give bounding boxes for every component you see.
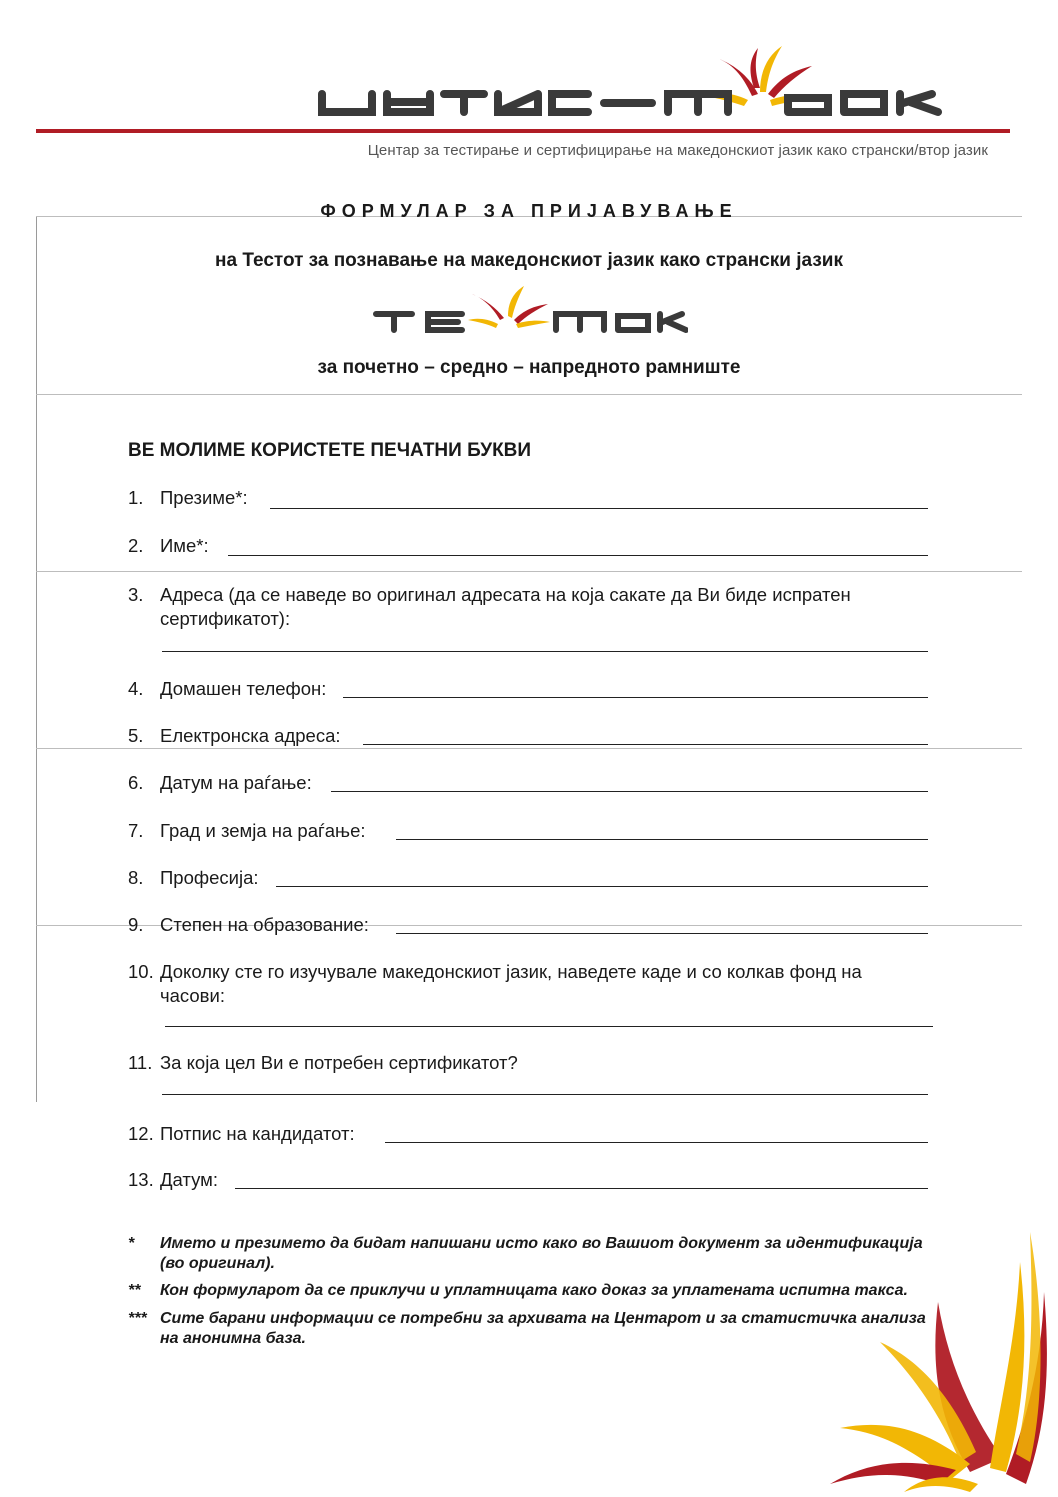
footnote-text: Името и презимето да бидат напишани исто како во Вашиот документ за идентификација (во оригинал). [160, 1235, 923, 1272]
field-label: Град и земја на раѓање: [160, 820, 366, 841]
email-input-line[interactable] [363, 744, 928, 745]
purpose-input-line[interactable] [162, 1094, 928, 1095]
temak-flame-icon [468, 286, 550, 328]
field-number: 6. [128, 772, 144, 793]
field-label: Адреса (да се наведе во оригинал адресата на која сакате да Ви биде испратен сертификатот): [160, 584, 851, 629]
te-mak-logo [372, 284, 688, 338]
field-number: 7. [128, 820, 144, 841]
field-number: 2. [128, 535, 144, 556]
profession-input-line[interactable] [276, 886, 928, 887]
cetis-mak-logo [312, 44, 992, 124]
field-number: 8. [128, 867, 144, 888]
field-number: 13. [128, 1169, 154, 1190]
home-phone-input-line[interactable] [343, 697, 928, 698]
education-input-line[interactable] [396, 933, 928, 934]
field-label: За која цел Ви е потребен сертификатот? [160, 1052, 518, 1073]
field-label: Име*: [160, 535, 209, 556]
form-title: ФОРМУЛАР ЗА ПРИЈАВУВАЊЕ [320, 201, 738, 221]
footnote-mark: * [128, 1235, 135, 1252]
level-line: за почетно – средно – напредното рамниште [317, 357, 741, 378]
birthplace-input-line[interactable] [396, 839, 928, 840]
frame-left-line [36, 216, 37, 1102]
date-input-line[interactable] [235, 1188, 928, 1189]
field-number: 10. [128, 961, 154, 982]
field-label: Домашен телефон: [160, 678, 327, 699]
birth-date-input-line[interactable] [331, 791, 928, 792]
surname-input-line[interactable] [270, 508, 928, 509]
frame-line [36, 748, 1022, 749]
decorative-flame-icon [820, 1222, 1058, 1497]
frame-line [36, 571, 1022, 572]
instruction-heading: ВЕ МОЛИМЕ КОРИСТЕТЕ ПЕЧАТНИ БУКВИ [128, 440, 532, 461]
header-red-rule [36, 129, 1010, 133]
logo-lettering [322, 94, 938, 112]
field-label: Потпис на кандидатот: [160, 1123, 355, 1144]
field-number: 1. [128, 487, 144, 508]
field-label: Доколку сте го изучувале македонскиот јазик, наведете каде и со колкав фонд на часови: [160, 961, 862, 1006]
field-label: Професија: [160, 867, 259, 888]
field-number: 3. [128, 584, 144, 605]
language-study-input-line[interactable] [165, 1026, 933, 1027]
address-input-line[interactable] [162, 651, 928, 652]
footnote-text: Кон формуларот да се приклучи и уплатницата како доказ за уплатената испитна такса. [160, 1282, 908, 1299]
footnote-mark: ** [128, 1282, 141, 1299]
field-label: Датум на раѓање: [160, 772, 312, 793]
footnote-text: Сите барани информации се потребни за архивата на Центарот и за статистичка анализа на анонимна база. [160, 1310, 926, 1347]
frame-line [36, 394, 1022, 395]
field-number: 12. [128, 1123, 154, 1144]
field-label: Степен на образование: [160, 914, 369, 935]
header-tagline: Центар за тестирање и сертифицирање на македонскиот јазик како странски/втор јазик [367, 142, 988, 159]
field-label: Електронска адреса: [160, 725, 341, 746]
footnote-mark: *** [128, 1310, 147, 1327]
signature-input-line[interactable] [385, 1142, 928, 1143]
field-number: 4. [128, 678, 144, 699]
field-number: 11. [128, 1052, 153, 1073]
field-label: Датум: [160, 1169, 218, 1190]
name-input-line[interactable] [228, 555, 928, 556]
field-label: Презиме*: [160, 487, 248, 508]
form-subtitle: на Тестот за познавање на македонскиот јазик како странски јазик [215, 250, 843, 271]
field-number: 5. [128, 725, 144, 746]
field-number: 9. [128, 914, 144, 935]
